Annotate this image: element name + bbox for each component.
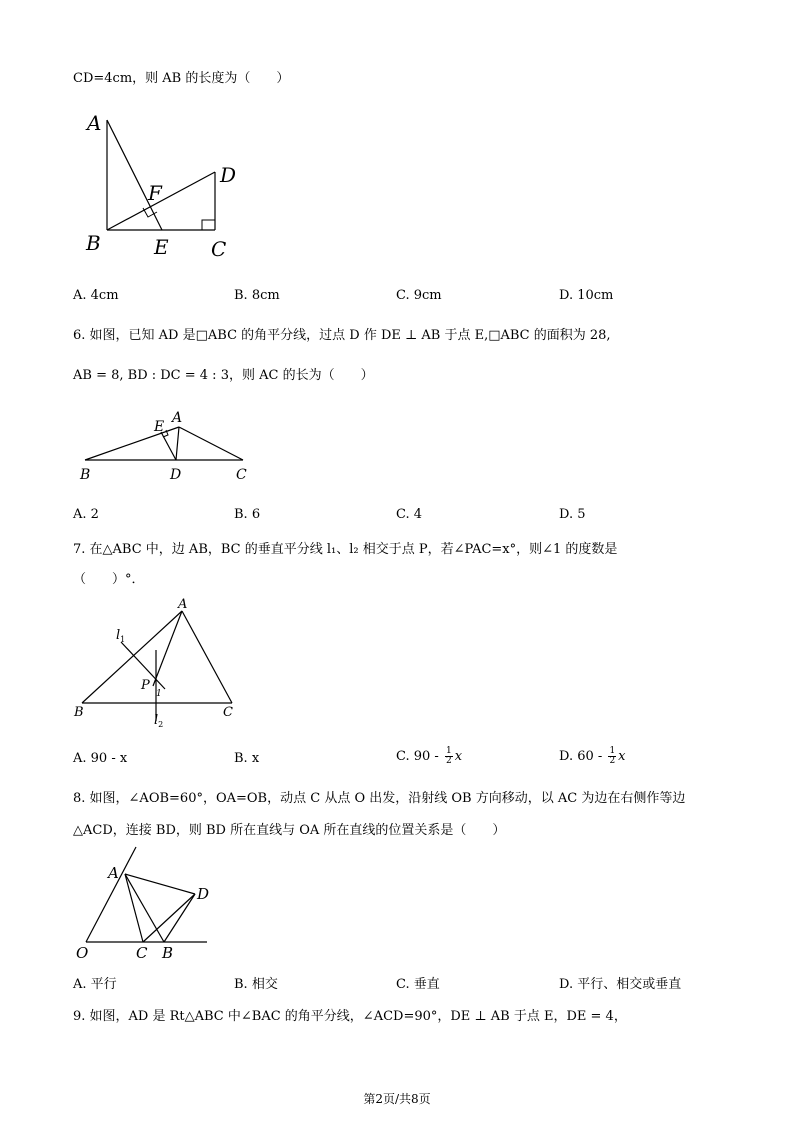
q8-figure <box>72 842 232 967</box>
q9-stem-line1: 9. 如图，AD 是 Rt△ABC 中∠BAC 的角平分线，∠ACD=90°，DE ⊥ AB 于点 E，DE = 4， <box>73 1009 627 1024</box>
q7-label-l2-sub: 2 <box>158 720 164 729</box>
q8-label-o: O <box>76 944 89 962</box>
q7-option-d-fraction <box>608 747 616 766</box>
q7-option-c <box>396 747 462 766</box>
q7-label-l1-letter: l <box>116 628 121 643</box>
q5-label-e: E <box>154 235 169 259</box>
q7-label-angle-1: 1 <box>156 689 162 699</box>
q7-label-c: C <box>223 705 233 720</box>
q7-option-c-text: C. 90 - <box>396 749 443 764</box>
q6-label-b: B <box>80 467 91 483</box>
q6-label-d: D <box>170 467 182 483</box>
q5-label-d: D <box>220 163 237 187</box>
q6-label-e: E <box>154 419 165 435</box>
q5-option-d: D. 10cm <box>559 288 614 303</box>
q6-figure <box>75 405 275 485</box>
q8-label-c: C <box>136 944 148 962</box>
q7-stem-line1: 7. 在△ABC 中，边 AB，BC 的垂直平分线 l₁、l₂ 相交于点 P，若∠PAC=x°，则∠1 的度数是 <box>73 542 618 557</box>
q6-option-c: C. 4 <box>396 507 423 522</box>
q7-label-p: P <box>141 678 150 693</box>
q6-option-a: A. 2 <box>73 507 99 522</box>
q7-label-l2-letter: l <box>154 713 159 728</box>
q5-option-c: C. 9cm <box>396 288 442 303</box>
q8-label-b: B <box>162 944 174 962</box>
q5-label-c: C <box>211 237 227 261</box>
q7-label-l2 <box>154 713 163 729</box>
q8-option-c: C. 垂直 <box>396 977 440 992</box>
q5-label-b: B <box>86 231 101 255</box>
q7-option-a: A. 90 - x <box>73 751 128 766</box>
q7-option-c-var: x <box>454 749 463 764</box>
q6-label-a: A <box>172 410 183 426</box>
q8-label-a: A <box>108 864 119 882</box>
q7-option-d-text: D. 60 - <box>559 749 607 764</box>
q5-label-f: F <box>148 181 162 205</box>
q8-option-a: A. 平行 <box>73 977 117 992</box>
q8-stem-line2: △ACD，连接 BD，则 BD 所在直线与 OA 所在直线的位置关系是（ ） <box>73 823 506 838</box>
q6-option-b: B. 6 <box>234 507 261 522</box>
q7-label-l1 <box>116 628 125 644</box>
q7-label-a: A <box>178 597 188 612</box>
q7-option-c-numerator: 1 <box>445 746 452 756</box>
q7-option-d <box>559 747 626 766</box>
q8-label-d: D <box>197 885 210 903</box>
q6-label-c: C <box>236 467 247 483</box>
q7-stem-line2: （ ）°． <box>73 572 145 587</box>
q7-option-d-numerator: 1 <box>609 746 616 756</box>
page-footer: 第2页/共8页 <box>363 1092 431 1106</box>
q5-figure <box>80 108 260 268</box>
q7-option-b: B. x <box>234 751 260 766</box>
q8-stem-line1: 8. 如图，∠AOB=60°，OA=OB，动点 C 从点 O 出发，沿射线 OB 方向移动，以 AC 为边在右侧作等边 <box>73 791 686 806</box>
q8-option-b: B. 相交 <box>234 977 278 992</box>
q6-stem-line2: AB = 8, BD : DC = 4 : 3，则 AC 的长为（ ） <box>73 368 374 383</box>
q7-option-c-denominator: 2 <box>445 756 452 766</box>
q6-option-d: D. 5 <box>559 507 586 522</box>
q5-option-b: B. 8cm <box>234 288 280 303</box>
q6-stem-line1: 6. 如图，已知 AD 是□ABC 的角平分线，过点 D 作 DE ⊥ AB 于点 E,□ABC 的面积为 28, <box>73 328 611 343</box>
q7-option-d-denominator: 2 <box>609 756 616 766</box>
q5-label-a: A <box>87 111 102 135</box>
q7-option-c-fraction <box>445 747 453 766</box>
q5-tail-text: CD=4cm，则 AB 的长度为（ ） <box>73 71 290 86</box>
q7-option-d-var: x <box>618 749 626 764</box>
q5-option-a: A. 4cm <box>73 288 119 303</box>
q8-option-d: D. 平行、相交或垂直 <box>559 977 682 992</box>
q7-label-b: B <box>74 705 84 720</box>
q7-figure <box>70 596 250 736</box>
q7-label-l1-sub: 1 <box>120 635 126 644</box>
